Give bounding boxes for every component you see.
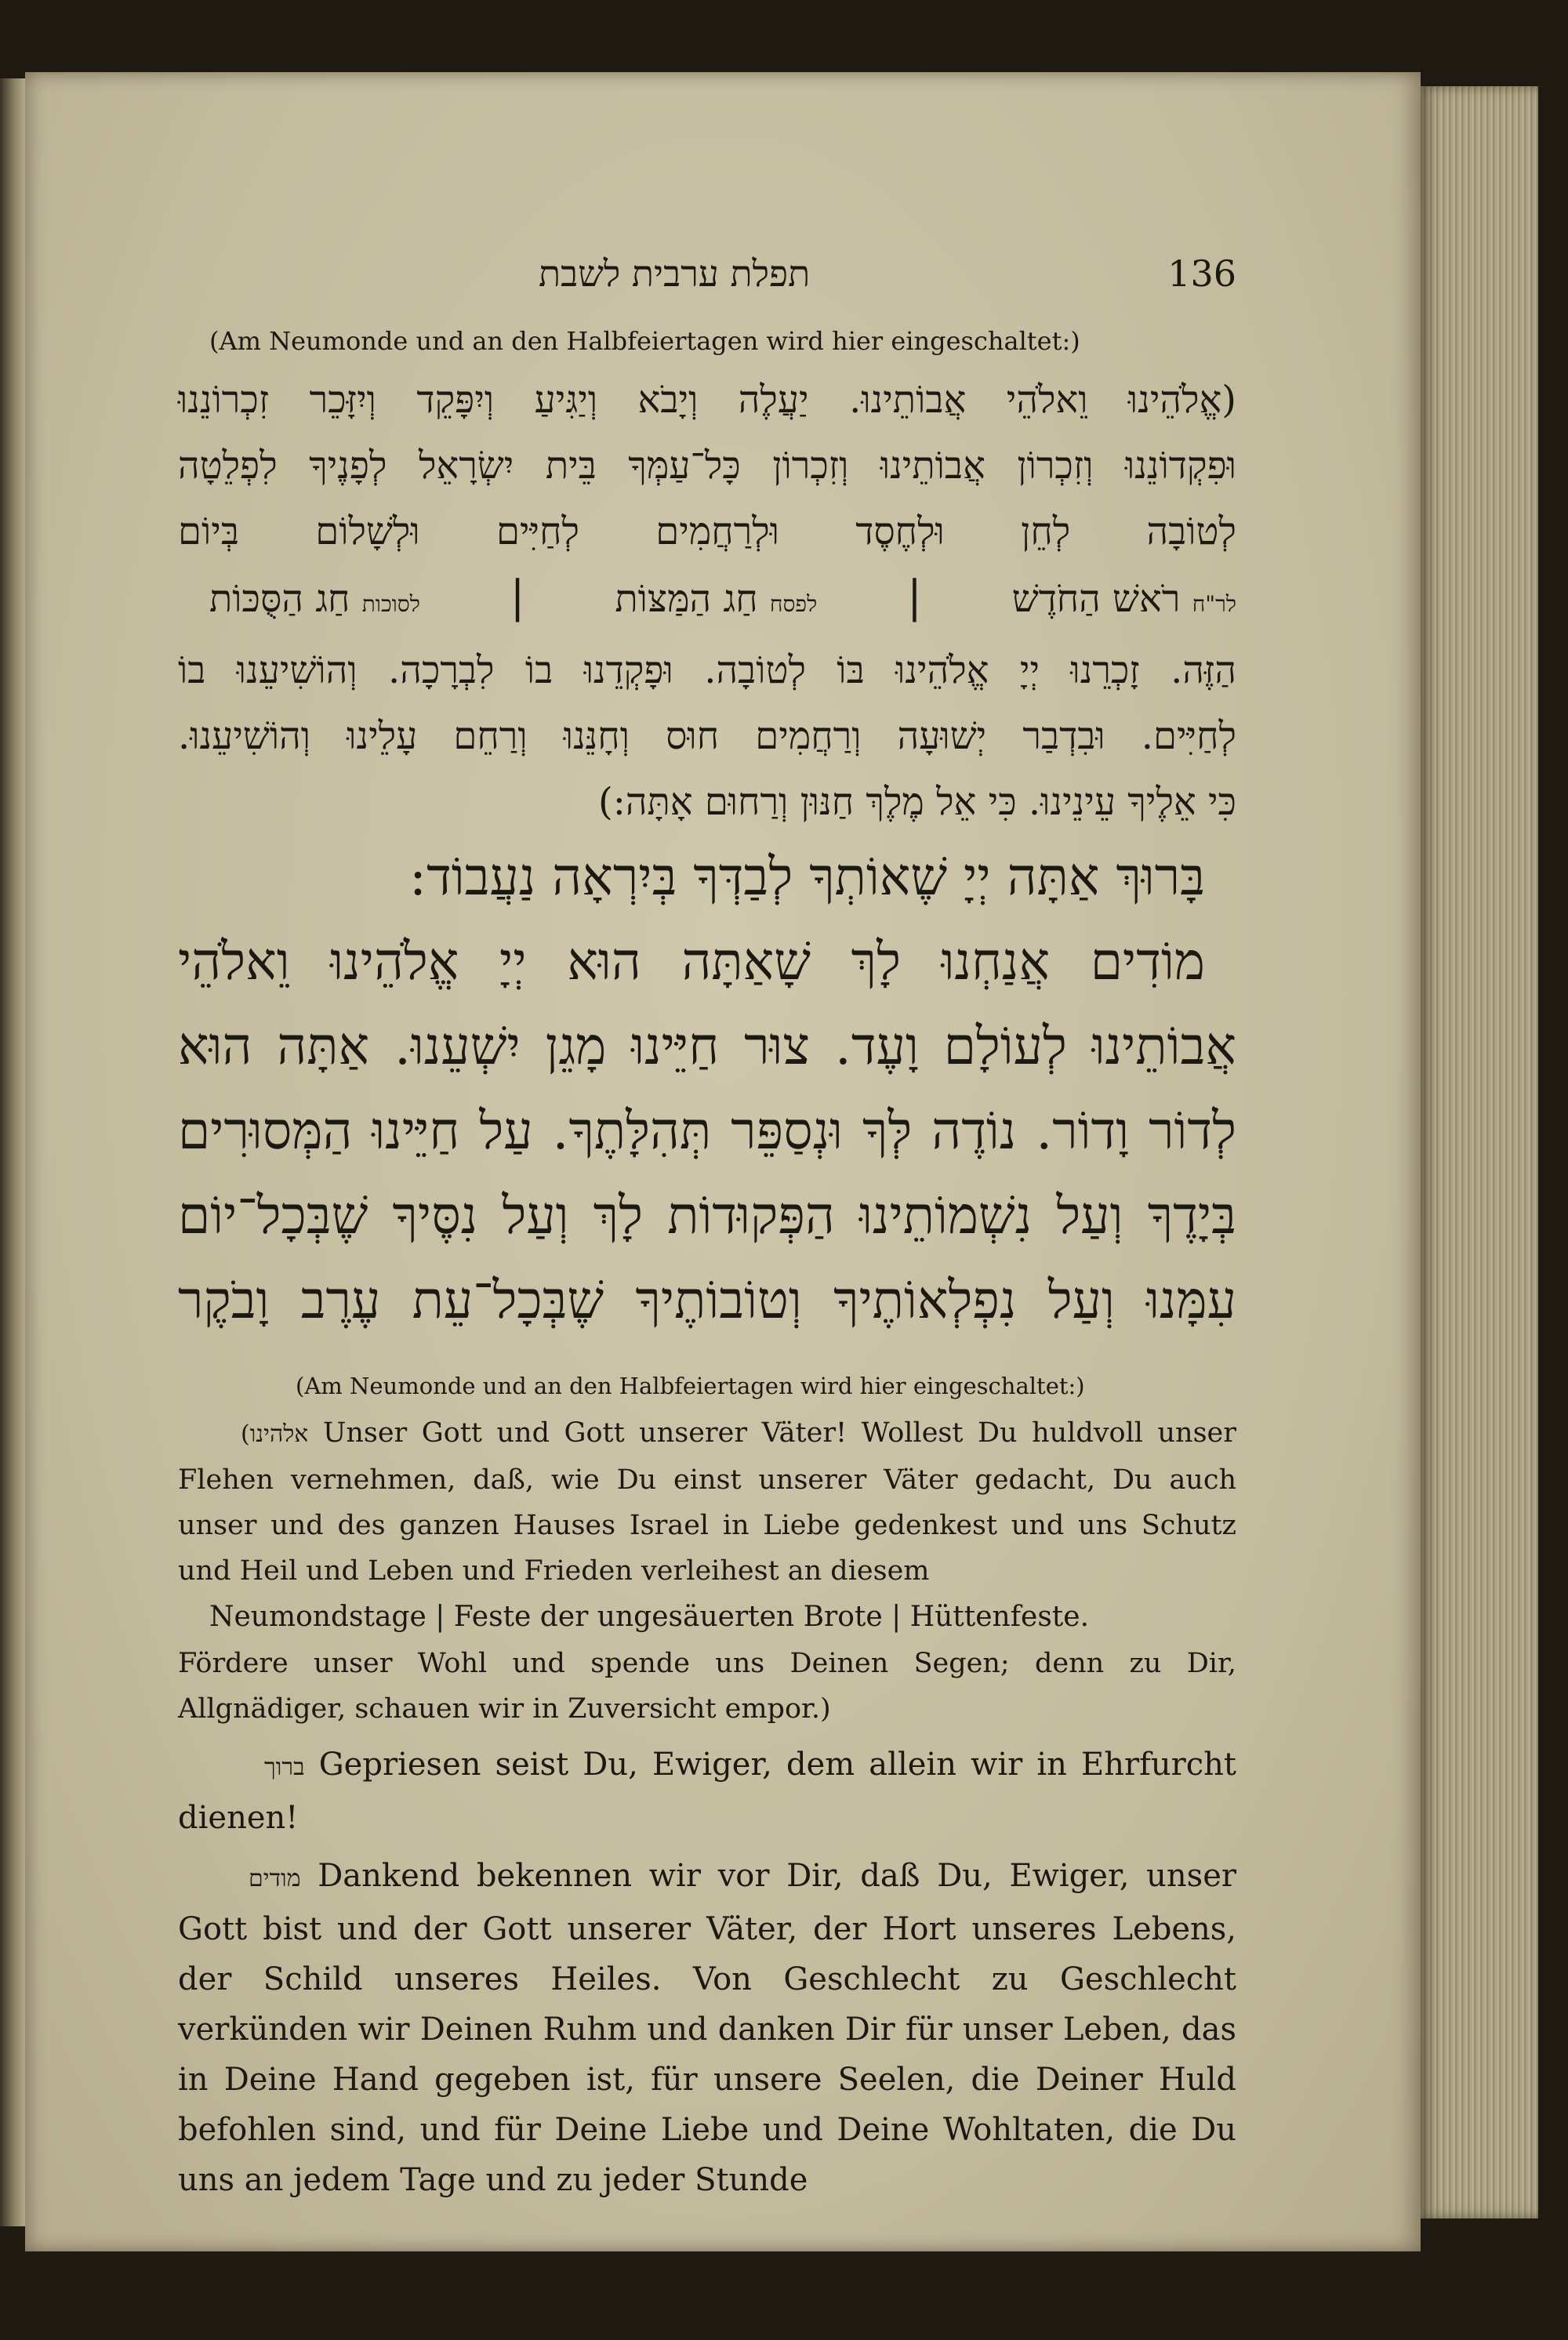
hebrew-main-line: אֲבוֹתֵינוּ לְעוֹלָם וָעֶד. צוּר חַיֵּינוּ מָגֵן יִשְׁעֵנוּ. אַתָּה הוּא	[178, 1016, 1236, 1076]
page-number: 136	[1167, 252, 1236, 295]
german-insert-paragraph: (אלהינו Unser Gott und Gott unserer Väter! Wollest Du huldvoll unser Flehen vernehmen, daß, wie Du einst unserer Väter gedacht, Du auch unser und des ganzen Hauses Israel in Liebe gedenkest und uns Schutz und Heil und Leben und Frieden verleihest an diesem	[178, 1417, 1236, 1587]
festival-options	[178, 564, 1236, 637]
insert-note: (Am Neumonde und an den Halbfeiertagen wird hier eingeschaltet:)	[209, 326, 1080, 356]
hebrew-reference: ברוך	[264, 1754, 305, 1781]
option-separator: |	[907, 571, 922, 622]
hebrew-insert-line: לְחַיִּים. וּבִדְבַר יְשׁוּעָה וְרַחֲמִים חוּס וְחָנֵּנוּ וְרַחֵם עָלֵינוּ וְהוֹשִׁיעֵנוּ.	[178, 714, 1236, 758]
german-modim-paragraph: מודים Dankend bekennen wir vor Dir, daß Du, Ewiger, unser Gott bist und der Gott unserer Väter, der Hort unseres Lebens, der Schild unseres Heiles. Von Geschlecht zu Geschlecht verkünden wir Deinen Ruhm und danken Dir für unser Leben, das in Deine Hand gegeben ist, für unsere Seelen, die Deiner Huld befohlen sind, und für Deine Liebe und Deine Wohltaten, die Du uns an jedem Tage und zu jeder Stunde	[178, 1858, 1237, 2198]
german-insert-paragraph: Fördere unser Wohl und spende uns Deinen Segen; denn zu Dir, Allgnädiger, schauen wir in Zuversicht empor.)	[178, 1648, 1236, 1725]
hebrew-insert-line: לְטוֹבָה לְחֵן וּלְחֶסֶד וּלְרַחֲמִים לְחַיִּים וּלְשָׁלוֹם בְּיוֹם	[178, 510, 1236, 553]
hebrew-main-line: מוֹדִים אֲנַחְנוּ לָךְ שָׁאַתָּה הוּא יְיָ אֱלֹהֵינוּ וֵאלֹהֵי	[178, 931, 1205, 992]
option-rosh-chodesh: לר"ח רֹאשׁ הַחֹדֶשׁ	[1011, 577, 1236, 621]
hebrew-reference: מודים	[249, 1865, 301, 1892]
hebrew-main-line: בָּרוּךְ אַתָּה יְיָ שֶׁאוֹתְךָ לְבַדְּךָ בְּיִרְאָה נַעֲבוֹד:	[408, 847, 1205, 907]
page-stack-edges	[1421, 86, 1538, 2218]
hebrew-main	[178, 835, 1236, 1343]
hebrew-insert-line: (אֱלֹהֵינוּ וֵאלֹהֵי אֲבוֹתֵינוּ. יַעֲלֶה וְיָבֹא וְיַגִּיעַ וְיִפָּקֵד וְיִזָּכֵר זִכְרוֹנֵנוּ	[178, 378, 1236, 422]
running-header	[178, 252, 1236, 315]
hebrew-insert-line: הַזֶּה. זָכְרֵנוּ יְיָ אֱלֹהֵינוּ בּוֹ לְטוֹבָה. וּפָקְדֵנוּ בוֹ לִבְרָכָה. וְהוֹשִׁיעֵנוּ בוֹ	[178, 648, 1236, 692]
hebrew-insert	[178, 367, 1236, 835]
hebrew-insert-line: וּפִקְדוֹנֵנוּ וְזִכְרוֹן אֲבוֹתֵינוּ וְזִכְרוֹן כָּל־עַמְּךָ בֵּית יִשְׂרָאֵל לְפָנֶיךָ לִפְלֵטָה	[178, 444, 1236, 488]
german-options-line: Neumondstage | Feste der ungesäuerten Brote | Hüttenfeste.	[209, 1601, 1090, 1633]
hebrew-reference: (אלהינו	[241, 1420, 309, 1448]
option-pesach: לפסח חַג הַמַּצּוֹת	[615, 577, 818, 621]
hebrew-insert-line: כִּי אֵלֶיךָ עֵינֵינוּ. כִּי אֵל מֶלֶךְ חַנּוּן וְרַחוּם אָתָּה:)	[597, 780, 1236, 824]
option-separator: |	[510, 571, 525, 622]
german-insert-note: (Am Neumonde und an den Halbfeiertagen wird hier eingeschaltet:)	[296, 1373, 1085, 1399]
hebrew-main-line: בְּיָדֶךָ וְעַל נִשְׁמוֹתֵינוּ הַפְּקוּדוֹת לָךְ וְעַל נִסֶּיךָ שֶׁבְּכָל־יוֹם	[178, 1185, 1236, 1246]
hebrew-main-line: עִמָּנוּ וְעַל נִפְלְאוֹתֶיךָ וְטוֹבוֹתֶיךָ שֶׁבְּכָל־עֵת עֶרֶב וָבֹקֶר	[178, 1270, 1236, 1330]
page-title: תפלת ערבית לשבת	[539, 252, 811, 295]
option-sukkot: לסוכות חַג הַסֻּכּוֹת	[209, 577, 420, 621]
previous-page-edge	[0, 78, 25, 2226]
book-page	[25, 72, 1421, 2251]
german-baruch-paragraph: ברוך Gepriesen seist Du, Ewiger, dem allein wir in Ehrfurcht dienen!	[178, 1747, 1236, 1836]
page-text	[178, 252, 1236, 2205]
german-translation	[178, 1373, 1236, 2205]
hebrew-main-line: לְדוֹר וָדוֹר. נוֹדֶה לְּךָ וּנְסַפֵּר תְּהִלָּתֶךָ. עַל חַיֵּינוּ הַמְּסוּרִים	[178, 1101, 1236, 1161]
